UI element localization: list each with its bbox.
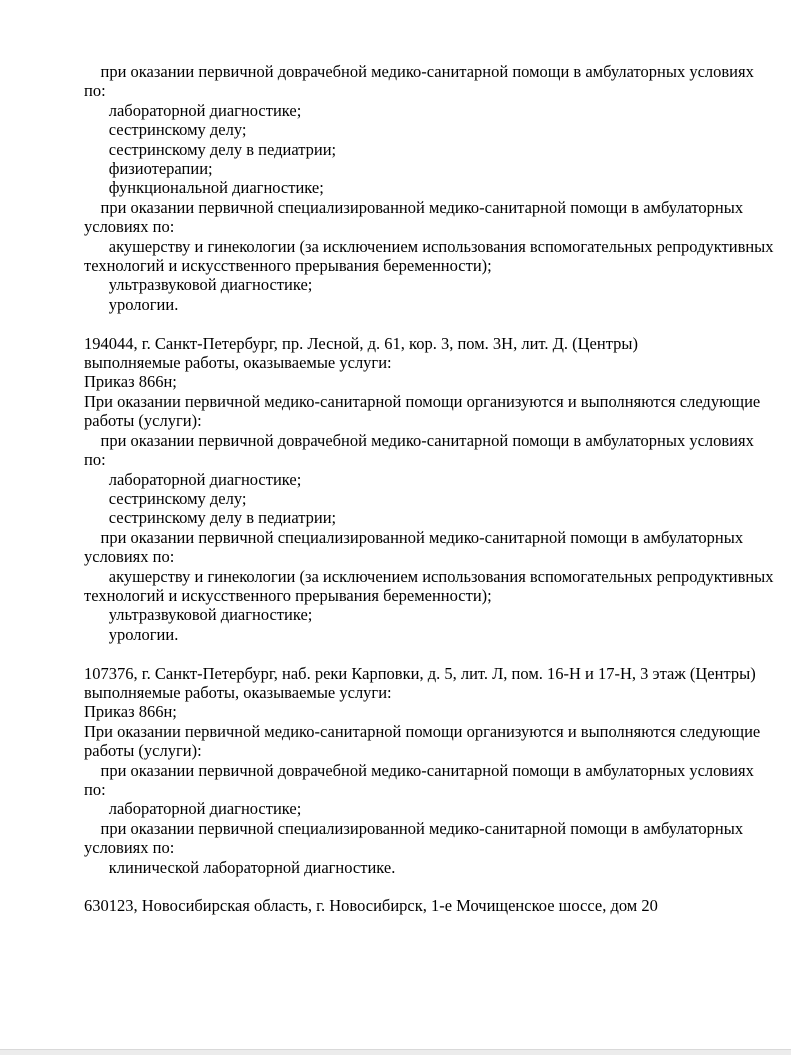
document-line: При оказании первичной медико-санитарной помощи организуются и выполняются следующие <box>84 391 761 411</box>
document-line: акушерству и гинекологии (за исключением использования вспомогательных репродуктивных <box>84 566 774 586</box>
document-line: при оказании первичной доврачебной медико-санитарной помощи в амбулаторных условиях <box>84 760 754 780</box>
document-line: урологии. <box>84 294 179 314</box>
document-line: условиях по: <box>84 547 175 567</box>
document-line: по: <box>84 450 106 470</box>
document-line: урологии. <box>84 624 179 644</box>
document-line: условиях по: <box>84 217 175 237</box>
document-line: Приказ 866н; <box>84 372 177 392</box>
document-line: при оказании первичной доврачебной медико-санитарной помощи в амбулаторных условиях <box>84 62 754 81</box>
document-line: 107376, г. Санкт-Петербург, наб. реки Карповки, д. 5, лит. Л, пом. 16-Н и 17-Н, 3 этаж (Центры) <box>84 663 756 683</box>
document-line: условиях по: <box>84 838 175 858</box>
document-line: ультразвуковой диагностике; <box>84 605 313 625</box>
document-line: лабораторной диагностике; <box>84 100 302 120</box>
document-line: ультразвуковой диагностике; <box>84 275 313 295</box>
document-line: сестринскому делу; <box>84 120 247 140</box>
document-line: работы (услуги): <box>84 741 202 761</box>
document-line: выполняемые работы, оказываемые услуги: <box>84 682 392 702</box>
document-line: лабораторной диагностике; <box>84 799 302 819</box>
address-block-107376 <box>84 663 761 877</box>
address-block-194044 <box>84 333 774 645</box>
address-block-630123 <box>84 896 755 915</box>
document-line: сестринскому делу в педиатрии; <box>84 508 337 528</box>
document-line: функциональной диагностике; <box>84 178 324 198</box>
document-line: клинической лабораторной диагностике. <box>84 857 396 877</box>
document-line: 194044, г. Санкт-Петербург, пр. Лесной, д. 61, кор. 3, пом. 3Н, лит. Д. (Центры) <box>84 333 638 353</box>
horizontal-scrollbar-track[interactable] <box>0 1049 791 1055</box>
document-line: сестринскому делу; <box>84 488 247 508</box>
document-line: Приказ 866н; <box>84 702 177 722</box>
document-line: При оказании первичной медико-санитарной помощи организуются и выполняются следующие <box>84 721 761 741</box>
document-line: выполняемые работы, оказываемые услуги: <box>84 353 392 373</box>
document-line: технологий и искусственного прерывания беременности); <box>84 256 492 276</box>
document-line: технологий и искусственного прерывания беременности); <box>84 585 492 605</box>
document-line: 630123, Новосибирская область, г. Новосибирск, 1-е Мочищенское шоссе, дом 20 <box>84 896 658 916</box>
document-line: лабораторной диагностике; <box>84 469 302 489</box>
document-line: при оказании первичной специализированной медико-санитарной помощи в амбулаторных <box>84 527 744 547</box>
document-line: физиотерапии; <box>84 159 213 179</box>
document-line: при оказании первичной специализированной медико-санитарной помощи в амбулаторных <box>84 818 744 838</box>
service-list-continuation <box>84 62 774 314</box>
document-line: при оказании первичной доврачебной медико-санитарной помощи в амбулаторных условиях <box>84 430 754 450</box>
document-line: акушерству и гинекологии (за исключением использования вспомогательных репродуктивных <box>84 236 774 256</box>
document-line: по: <box>84 780 106 799</box>
document-line: по: <box>84 81 106 101</box>
document-line: работы (услуги): <box>84 411 202 431</box>
document-line: сестринскому делу в педиатрии; <box>84 139 337 159</box>
document-line: при оказании первичной специализированной медико-санитарной помощи в амбулаторных <box>84 197 744 217</box>
